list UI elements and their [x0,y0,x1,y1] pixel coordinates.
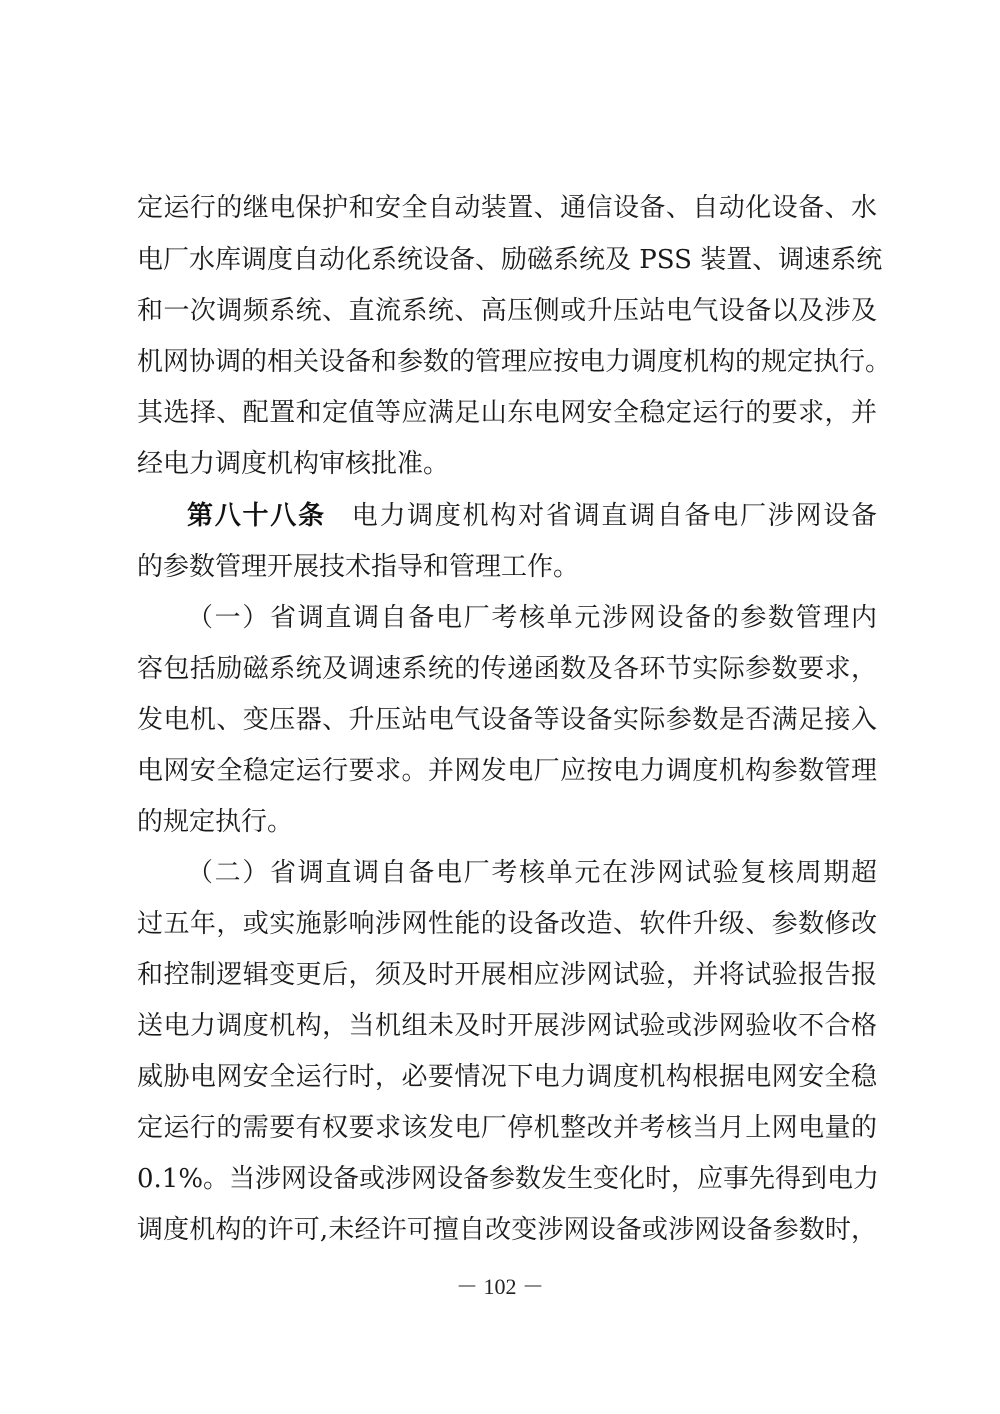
text-line: 电厂水库调度自动化系统设备、励磁系统及 PSS 装置、调速系统 [137,245,883,275]
text-line: 调度机构的许可,未经许可擅自改变涉网设备或涉网设备参数时， [137,1215,877,1245]
text-line: 其选择、配置和定值等应满足山东电网安全稳定运行的要求，并 [137,398,877,428]
text-line: 电网安全稳定运行要求。并网发电厂应按电力调度机构参数管理 [137,756,877,786]
text-line: 0.1%。当涉网设备或涉网设备参数发生变化时，应事先得到电力 [137,1164,880,1194]
text-line: 和一次调频系统、直流系统、高压侧或升压站电气设备以及涉及 [137,296,877,326]
text-line: 威胁电网安全运行时，必要情况下电力调度机构根据电网安全稳 [137,1062,877,1092]
text-line: 的规定执行。 [137,807,294,837]
text-line: 容包括励磁系统及调速系统的传递函数及各环节实际参数要求， [137,654,877,684]
text-line: 送电力调度机构，当机组未及时开展涉网试验或涉网验收不合格 [137,1011,877,1041]
text-line: 定运行的继电保护和安全自动装置、通信设备、自动化设备、水 [137,193,877,223]
page-number: － 102 － [455,1274,544,1299]
text-line: 过五年，或实施影响涉网性能的设备改造、软件升级、参数修改 [137,909,877,939]
text-line: 发电机、变压器、升压站电气设备等设备实际参数是否满足接入 [137,705,877,735]
text-line: 和控制逻辑变更后，须及时开展相应涉网试验，并将试验报告报 [137,960,877,990]
text-line: 经电力调度机构审核批准。 [137,449,450,479]
article-88-first-line [187,496,877,536]
text-line: 的参数管理开展技术指导和管理工作。 [137,552,580,582]
item-1-first-line: （一）省调直调自备电厂考核单元涉网设备的参数管理内 [187,603,877,633]
text-line: 定运行的需要有权要求该发电厂停机整改并考核当月上网电量的 [137,1113,877,1143]
item-2-first-line: （二）省调直调自备电厂考核单元在涉网试验复核周期超 [187,858,877,888]
article-text: 电力调度机构对省调直调自备电厂涉网设备 [351,501,877,531]
article-heading: 第八十八条 [187,501,326,531]
text-line: 机网协调的相关设备和参数的管理应按电力调度机构的规定执行。 [137,347,892,377]
